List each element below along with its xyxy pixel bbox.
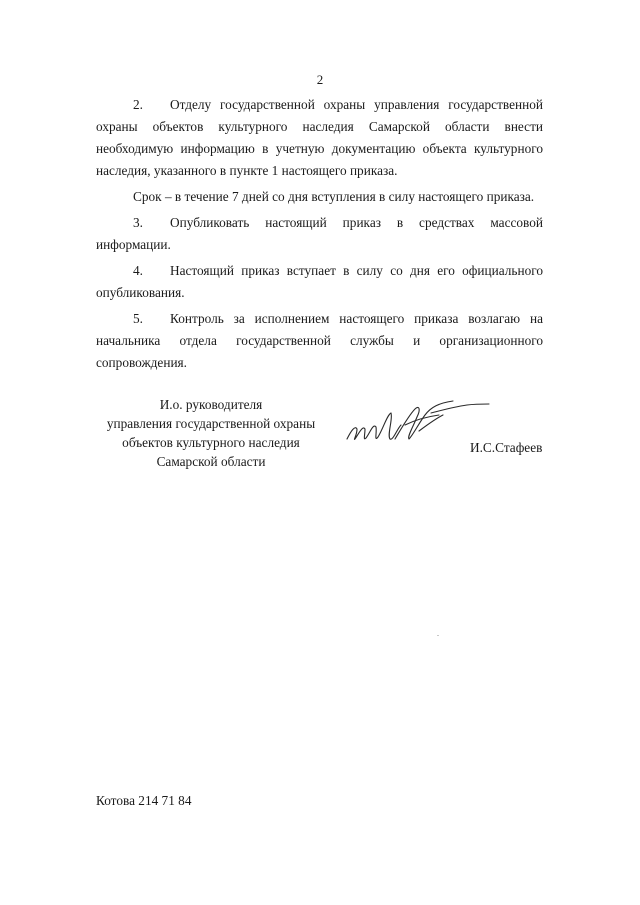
document-body [96,94,543,378]
paragraph-number: 5. [133,311,143,326]
paragraph-text: Настоящий приказ вступает в силу со дня его официального опубликования. [96,263,543,300]
paragraph-number: 4. [133,263,143,278]
signatory-line: объектов культурного наследия [122,435,300,450]
paragraph-2 [96,94,543,182]
paragraph-4 [96,260,543,304]
executor-contact: Котова 214 71 84 [96,793,192,808]
paragraph-text: Срок – в течение 7 дней со дня вступления в силу настоящего приказа. [133,189,535,204]
paragraph-deadline [96,186,543,208]
signer-name: И.С.Стафеев [470,440,543,455]
paragraph-text: Контроль за исполнением настоящего приказа возлагаю на начальника отдела государственной службы и организационного сопровождения. [96,311,543,370]
signatory-line: Самарской области [156,454,266,469]
scan-mark [437,635,439,636]
paragraph-text: Опубликовать настоящий приказ в средствах массовой информации. [96,215,543,252]
signatory-title [96,395,326,471]
signatory-line: И.о. руководителя [159,397,263,412]
paragraph-5 [96,308,543,374]
paragraph-text: Отделу государственной охраны управления государственной охраны объектов культурного наследия Самарской области внести необходимую информацию в учетную документацию объекта культурного наследия, указанного в пункте 1 настоящего приказа. [96,97,543,178]
page-number: 2 [316,72,324,87]
signatory-line: управления государственной охраны [106,416,316,431]
paragraph-number: 2. [133,97,143,112]
paragraph-number: 3. [133,215,143,230]
paragraph-3 [96,212,543,256]
